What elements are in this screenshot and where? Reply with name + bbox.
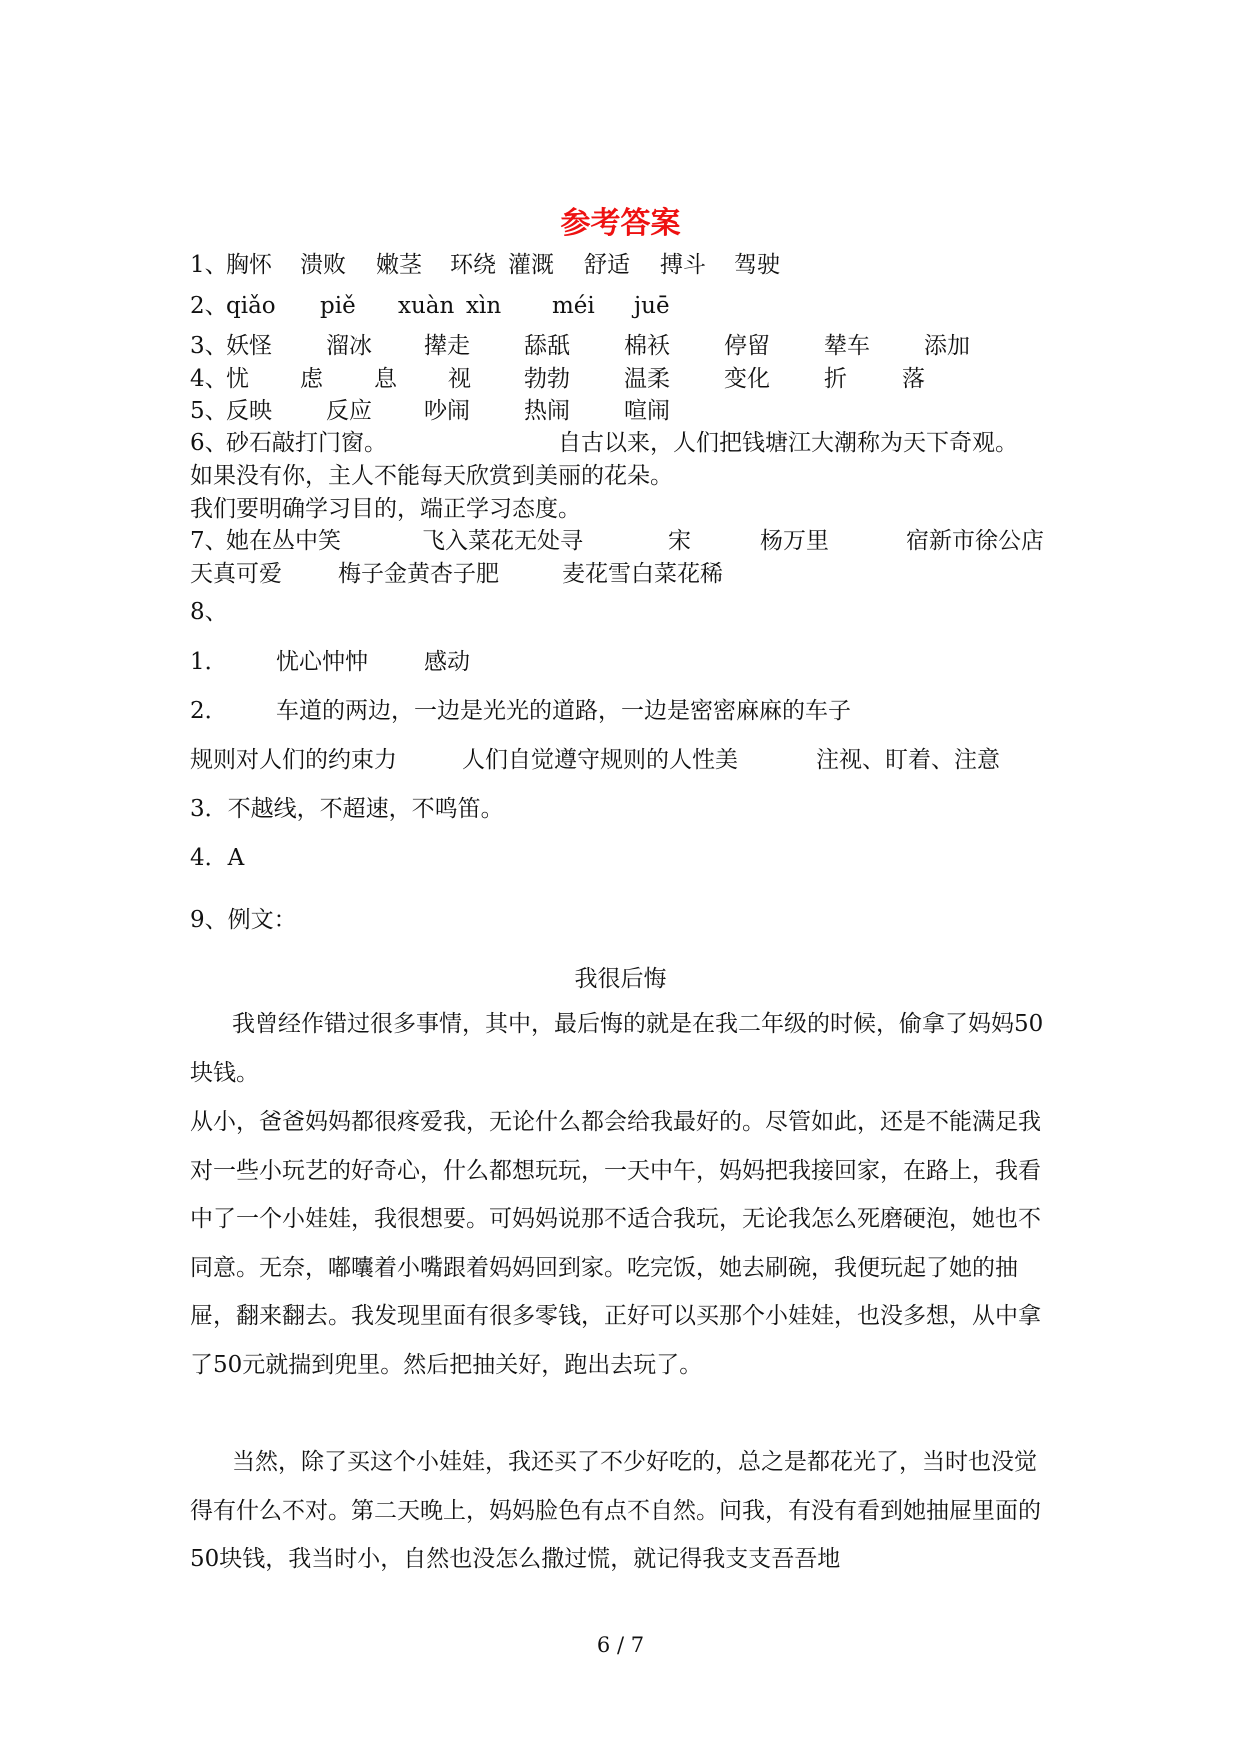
answer-7-item: 杨万里	[760, 528, 829, 554]
answer-6-sentence: 我们要明确学习目的，端正学习态度。	[190, 496, 581, 522]
answer-4-number: 4、	[190, 366, 228, 392]
answer-3-item: 妖怪	[226, 333, 272, 359]
answer-8-item: 车道的两边，一边是光光的道路，一边是密密麻麻的车子	[276, 698, 851, 724]
essay-paragraph: 从小，爸爸妈妈都很疼爱我，无论什么都会给我最好的。尽管如此，还是不能满足我对一些小玩艺的好奇心，什么都想玩玩，一天中午，妈妈把我接回家，在路上，我看中了一个小娃娃，我很想要。可妈妈说那不适合我玩，无论我怎么死磨硬泡，她也不同意。无奈，嘟囔着小嘴跟着妈妈回到家。吃完饭，她去刷碗，我便玩起了她的抽屉，翻来翻去。我发现里面有很多零钱，正好可以买那个小娃娃，也没多想，从中拿了50元就揣到兜里。然后把抽关好，跑出去玩了。	[190, 1109, 1041, 1378]
answer-8-item: 规则对人们的约束力	[190, 747, 397, 773]
answer-4-item: 变化	[724, 366, 770, 392]
answer-7-item: 天真可爱	[190, 561, 282, 587]
answer-5-number: 5、	[190, 398, 228, 424]
answer-8-item: 忧心忡忡	[276, 649, 368, 675]
page-title: 参考答案	[560, 206, 681, 241]
answer-3-item: 溜冰	[326, 333, 372, 359]
answer-5-item: 反应	[326, 398, 372, 424]
answer-4-item: 虑	[300, 366, 323, 392]
answer-6-sentence: 砂石敲打门窗。	[226, 430, 387, 456]
answer-1-item: 灌溉	[508, 252, 554, 278]
answer-1-item: 舒适	[584, 252, 630, 278]
answer-4-item: 温柔	[624, 366, 670, 392]
answer-2-item: piě	[320, 293, 356, 319]
answer-6-sentence: 自古以来，人们把钱塘江大潮称为天下奇观。	[558, 430, 1018, 456]
answer-2-item: qiǎo	[226, 293, 276, 319]
answer-2-item: xuàn	[398, 293, 455, 319]
answer-1-item: 嫩茎	[376, 252, 422, 278]
answer-7-item: 麦花雪白菜花稀	[562, 561, 723, 587]
answer-5-item: 喧闹	[624, 398, 670, 424]
answer-4-item: 忧	[226, 366, 249, 392]
answer-2-number: 2、	[190, 293, 228, 319]
answer-7-item: 梅子金黄杏子肥	[338, 561, 499, 587]
answer-9-heading: 9、例文：	[190, 907, 297, 933]
answer-1-item: 驾驶	[734, 252, 780, 278]
answer-3-item: 添加	[924, 333, 970, 359]
answer-6-sentence: 如果没有你，主人不能每天欣赏到美丽的花朵。	[190, 463, 673, 489]
answer-1-item: 环绕	[450, 252, 496, 278]
essay-title: 我很后悔	[574, 966, 667, 992]
answer-8-sub4: 4．A	[190, 845, 245, 871]
answer-7-item: 她在丛中笑	[226, 528, 341, 554]
answer-3-item: 停留	[724, 333, 770, 359]
answer-2-item: méi	[552, 293, 595, 319]
answer-7-item: 宋	[668, 528, 691, 554]
answer-3-number: 3、	[190, 333, 228, 359]
answer-8-sub-number: 2．	[190, 698, 228, 724]
answer-3-item: 撵走	[424, 333, 470, 359]
answer-8-number: 8、	[190, 599, 228, 625]
answer-3-item: 辇车	[824, 333, 870, 359]
answer-8-sub3: 3．不越线，不超速，不鸣笛。	[190, 796, 504, 822]
answer-8-item: 感动	[424, 649, 470, 675]
answer-6-number: 6、	[190, 430, 228, 456]
answer-4-item: 视	[448, 366, 471, 392]
answer-5-item: 热闹	[524, 398, 570, 424]
answer-4-item: 勃勃	[524, 366, 570, 392]
essay-paragraph: 当然，除了买这个小娃娃，我还买了不少好吃的，总之是都花光了，当时也没觉得有什么不对。第二天晚上，妈妈脸色有点不自然。问我，有没有看到她抽屉里面的50块钱，我当时小，自然也没怎么撒过慌，就记得我支支吾吾地	[190, 1449, 1041, 1572]
answer-5-item: 吵闹	[424, 398, 470, 424]
answer-7-number: 7、	[190, 528, 228, 554]
answer-7-item: 宿新市徐公店	[906, 528, 1044, 554]
answer-3-item: 棉袄	[624, 333, 670, 359]
answer-2-item: juē	[634, 293, 670, 319]
answer-4-item: 息	[374, 366, 397, 392]
answer-2-item: xìn	[466, 293, 502, 319]
answer-8-item: 人们自觉遵守规则的人性美	[462, 747, 738, 773]
answer-1-item: 溃败	[300, 252, 346, 278]
page-number: 6 / 7	[596, 1633, 645, 1657]
answer-3-item: 舔舐	[524, 333, 570, 359]
answer-8-item: 注视、盯着、注意	[816, 747, 1000, 773]
answer-5-item: 反映	[226, 398, 272, 424]
answer-1-item: 搏斗	[660, 252, 706, 278]
essay-paragraph: 我曾经作错过很多事情，其中，最后悔的就是在我二年级的时候，偷拿了妈妈50块钱。	[190, 1011, 1044, 1086]
answer-1-number: 1、	[190, 252, 228, 278]
answer-1-item: 胸怀	[226, 252, 272, 278]
answer-8-sub-number: 1．	[190, 649, 228, 675]
answer-7-item: 飞入菜花无处寻	[422, 528, 583, 554]
answer-4-item: 落	[902, 366, 925, 392]
answer-4-item: 折	[824, 366, 847, 392]
